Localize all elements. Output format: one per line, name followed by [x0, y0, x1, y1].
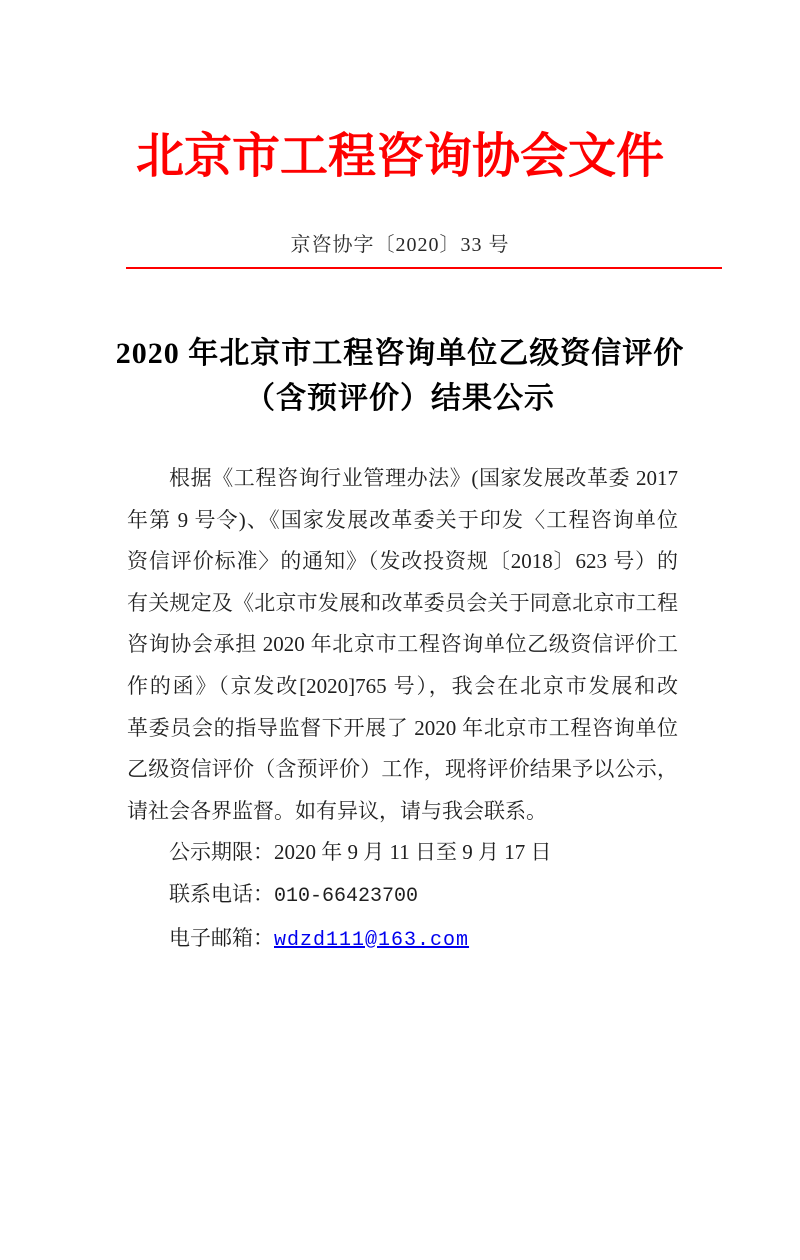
paragraph-line: 革委员会的指导监督下开展了 2020 年北京市工程咨询单位 [127, 715, 678, 740]
contact-phone-row [127, 874, 678, 918]
page-title [0, 331, 800, 421]
paragraph-line: 咨询协会承担 2020 年北京市工程咨询单位乙级资信评价工 [127, 632, 678, 657]
paragraph-line: 年第 9 号令)、《国家发展改革委关于印发〈工程咨询单位 [127, 507, 678, 532]
paragraph-line: 有关规定及《北京市发展和改革委员会关于同意北京市工程 [127, 590, 678, 615]
contact-phone-value: 010-66423700 [274, 884, 419, 908]
page-title-line-2: （含预评价）结果公示 [245, 382, 555, 415]
paragraph-line: 请社会各界监督。如有异议，请与我会联系。 [127, 798, 547, 823]
red-divider-line [126, 267, 722, 269]
page-title-line-1: 2020 年北京市工程咨询单位乙级资信评价 [115, 337, 685, 370]
body-text [127, 458, 678, 961]
contact-phone-label: 联系电话： [169, 881, 274, 906]
contact-email-link[interactable]: wdzd111@163.com [274, 928, 470, 952]
publicity-period-row [127, 832, 678, 874]
document-page [0, 128, 800, 1260]
paragraph-line: 根据《工程咨询行业管理办法》(国家发展改革委 2017 [169, 466, 678, 490]
contact-email-label: 电子邮箱： [169, 925, 274, 950]
document-number: 京咨协字〔2020〕33 号 [290, 234, 510, 256]
paragraph-line: 资信评价标准〉的通知》（发改投资规〔2018〕623 号）的 [127, 549, 678, 574]
contact-email-row [127, 918, 678, 962]
letterhead-title: 北京市工程咨询协会文件 [135, 130, 664, 183]
publicity-period-label: 公示期限： [169, 840, 274, 865]
paragraph-line: 乙级资信评价（含预评价）工作，现将评价结果予以公示， [127, 757, 678, 782]
paragraph-line: 作的函》（京发改[2020]765 号），我会在北京市发展和改 [127, 673, 678, 698]
publicity-period-value: 2020 年 9 月 11 日至 9 月 17 日 [274, 840, 552, 865]
